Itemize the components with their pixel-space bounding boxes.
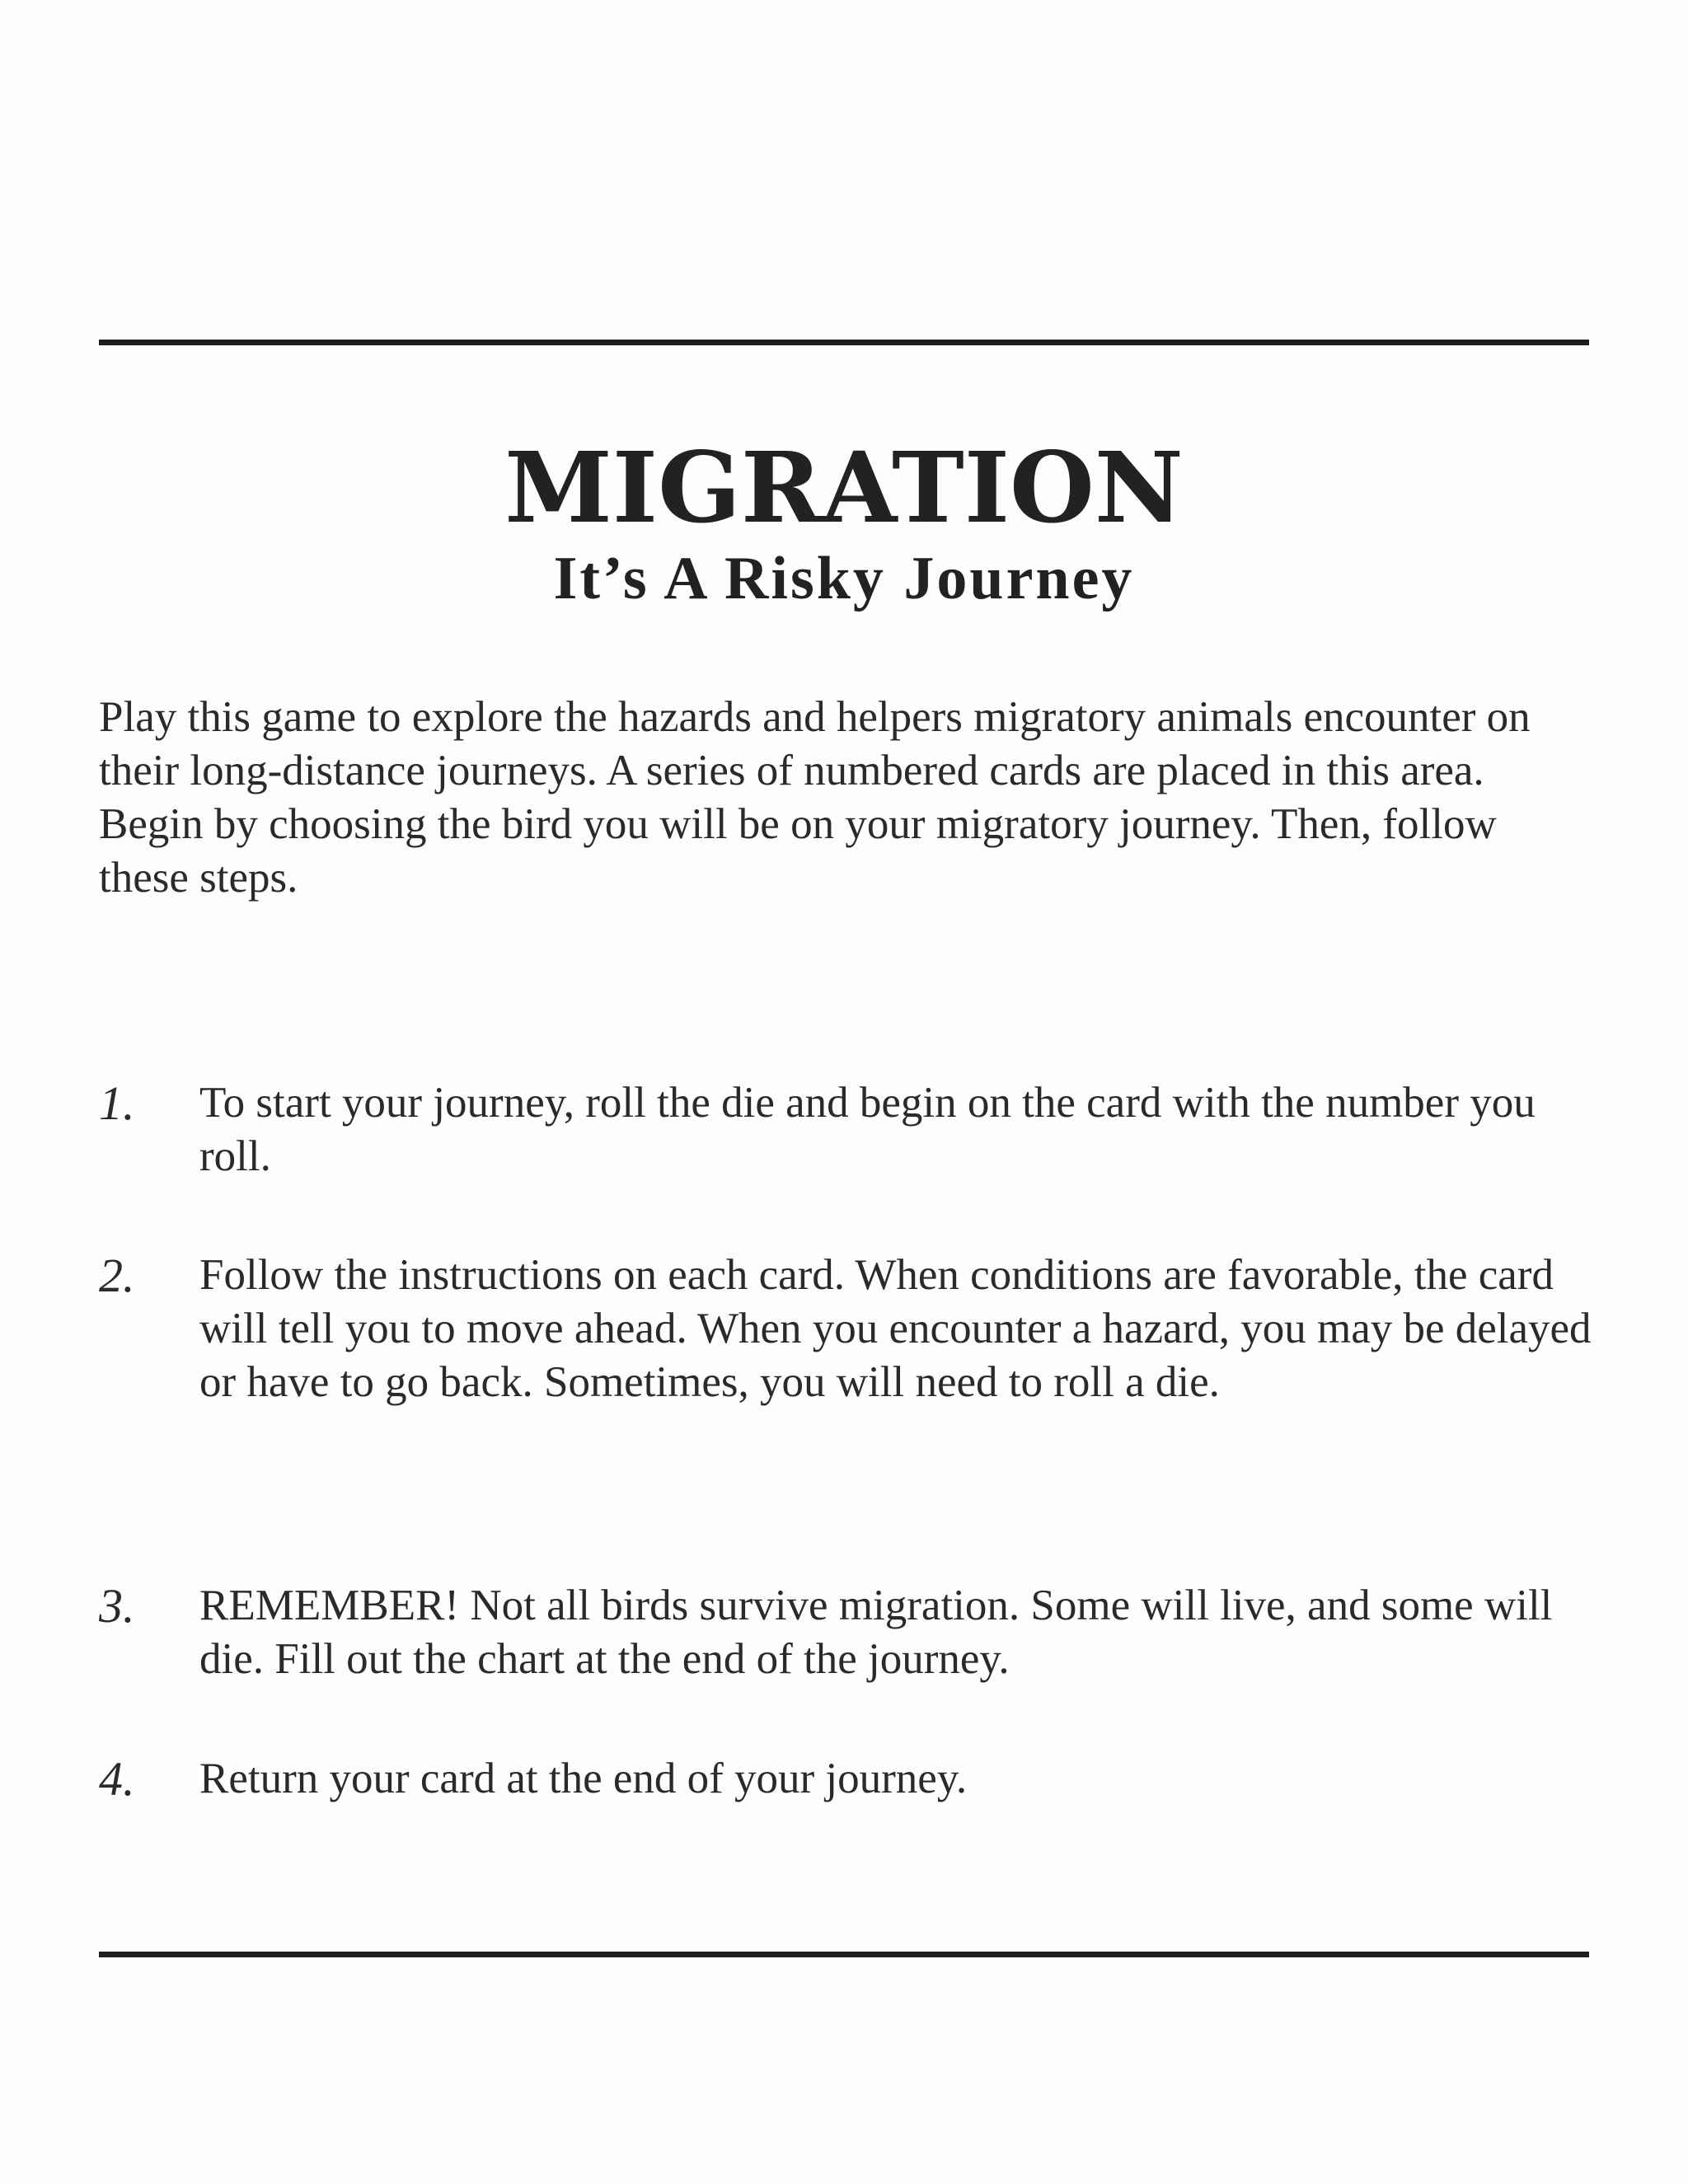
page-subtitle: It’s A Risky Journey [553, 545, 1135, 612]
step-text: Follow the instructions on each card. When conditions are favorable, the card will tell you to move ahead. When you encounter a hazard, you may be delayed or have to go back. Sometimes, you will need to roll a die. [199, 1251, 1592, 1406]
step-number: 1. [99, 1076, 135, 1130]
intro-paragraph: Play this game to explore the hazards and helpers migratory animals encounter on their long-distance journeys. A series of numbered cards are placed in this area. Begin by choosing the bird you will be on your migratory journey. Then, follow these steps. [99, 693, 1531, 902]
step-text: REMEMBER! Not all birds survive migration. Some will live, and some will die. Fill out the chart at the end of the journey. [199, 1582, 1553, 1683]
step-text: To start your journey, roll the die and begin on the card with the number you roll. [199, 1079, 1536, 1180]
bottom-divider [99, 1952, 1589, 1957]
step-number: 4. [99, 1752, 135, 1806]
step-number: 2. [99, 1249, 135, 1302]
page-title: MIGRATION [504, 430, 1184, 545]
step-number: 3. [99, 1579, 135, 1633]
top-divider [99, 340, 1589, 345]
step-text: Return your card at the end of your journey. [199, 1755, 968, 1802]
